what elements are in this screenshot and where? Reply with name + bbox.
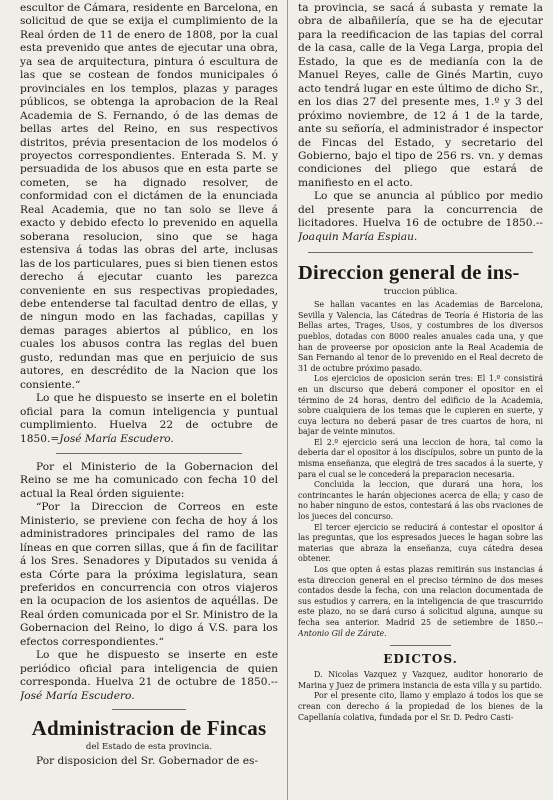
small-paragraph-1: Se hallan vacantes en las Academias de Barcelona, Sevilla y Valencia, las Cátedras de Teoría é Historia de las Bellas artes, Trages, Usos, y costumbres de los diversos pueblos, dotadas con 8000 reales anuales cada una, y que han de proveerse por oposicion ante la Real Academia de San Fernando al tenor de lo prevenido en el Real decreto de 31 de octubre próximo pasado. (298, 300, 543, 373)
small-paragraph-6-text: Los que opten á estas plazas remitirán sus instancias á esta direccion general en el preciso término de dos meses contados desde la fecha, con una relacion documentada de sus estudios y carrera, en la inteligencia de que trascurrido este plazo, no se dará curso á solicitud alguna, aunque su fecha sea anterior. Madrid 25 de setiembre de 1850.-- (298, 565, 543, 627)
right-paragraph-2-signature: Joaquin María Espiau. (298, 230, 418, 243)
edictos-heading: EDICTOS. (383, 652, 458, 667)
right-column (298, 2, 543, 800)
right-paragraph-1: ta provincia, se sacá á subasta y remate la obra de albañilería, que se ha de ejecutar para la reedificacion de las tapias del corral de la casa, calle de la Vega Larga, propia del Estado, la que es de medianía con la de Manuel Reyes, calle de Ginés Martin, cuyo acto tendrá lugar en este último de dicho Sr., en los dias 27 del presente mes, 1.º y 3 del próximo noviembre, de 12 á 1 de la tarde, ante su señoría, el administrador é inspector de Fincas del Estado, y secretario del Gobierno, bajo el tipo de 256 rs. vn. y demas condiciones del pliego que estará de manifiesto en el acto. (298, 2, 543, 189)
right-paragraph-2 (298, 190, 543, 244)
section-heading-fincas: Administracion de Fincas (31, 716, 267, 741)
section-subheading-fincas: del Estado de esta provincia. (85, 742, 213, 753)
instruccion-body (298, 300, 543, 639)
small-paragraph-5: El tercer ejercicio se reducirá á contestar el opositor á las preguntas, que los espresados jueces le hagan sobre las materias que abraza la enseñanza, cuya cátedra desea obtener. (298, 522, 543, 564)
divider (308, 252, 533, 253)
left-paragraph-1: escultor de Cámara, residente en Barcelona, en solicitud de que se exija el cumplimiento de la Real órden de 11 de enero de 1808, por la cual esta prevenido que antes de ejecutar una obra, ya sea de arquitectura, pintura ó escultura de las que se costean de fondos municipales ó provinciales en los templos, plazas y parages públicos, se obtenga la aprobacion de la Real Academia de S. Fernando, ó de las demas de bellas artes del Reino, en sus respectivos distritos, prévia presentacion de los modelos ó proyectos correspondientes. Enterada S. M. y persuadida de los abusos que en esta parte se cometen, se ha dignado resolver, de conformidad con el dictámen de la enunciada Real Academia, que no tan solo se lleve á exacto y debido efecto lo prevenido en aquella soberana resolucion, sino que se haga estensiva á todas las obras del arte, inclusas las de los particulares, pues si bien tienen estos derecho á ejecutar cuanto les parezca conveniente en sus respectivas propiedades, debe entenderse tal facultad dentro de ellas, y de ningun modo en las fachadas, capillas y demas parages abiertos al público, en los cuales los abusos contra las reglas del buen gusto, redundan mas que en perjuicio de sus autores, en descrédito de la Nacion que los consiente.“ (20, 2, 278, 391)
left-paragraph-5-text: Lo que he dispuesto se inserte en este periódico oficial para inteligencia de quien corresponda. Huelva 21 de octubre de 1850.-- (20, 649, 278, 689)
small-paragraph-7: D. Nicolas Vazquez y Vazquez, auditor honorario de Marina y Juez de primera instancia de esta villa y su partido. (298, 670, 543, 690)
section-heading-instruccion: Direccion general de ins- (298, 262, 520, 285)
left-paragraph-3: Por el Ministerio de la Gobernacion del Reino se me ha comunicado con fecha 10 del actual la Real órden siguiente: (20, 460, 278, 500)
left-paragraph-2 (20, 392, 278, 446)
left-paragraph-4: “Por la Direccion de Correos en este Ministerio, se previene con fecha de hoy á los administradores principales del ramo de las líneas en que corren sillas, que á fin de facilitar á los Sres. Senadores y Diputados su venida á esta Córte para la próxima legislatura, sean preferidos en concurrencia con otros viajeros en la ocupacion de los asientos de aquéllas. De Real órden comunicada por el Sr. Ministro de la Gobernacion del Reino, lo digo á V.S. para los efectos correspondientes.“ (20, 501, 278, 648)
divider (390, 645, 451, 646)
divider (56, 453, 242, 454)
edictos-body (298, 670, 543, 723)
small-paragraph-6 (298, 565, 543, 639)
column-divider (287, 0, 288, 800)
left-paragraph-5-signature: José María Escudero. (20, 689, 135, 702)
left-paragraph-6: Por disposicion del Sr. Gobernador de es- (36, 755, 259, 768)
left-paragraph-5 (20, 649, 278, 703)
right-paragraph-2-text: Lo que se anuncia al público por medio del presente para la concurrencia de licitadores. Huelva 16 de octubre de 1850.-- (298, 190, 543, 230)
small-paragraph-8: Por el presente cito, llamo y emplazo á todos los que se crean con derecho á la propiedad de los bienes de la Capellanía colativa, fundada por el Sr. D. Pedro Casti- (298, 691, 543, 722)
small-paragraph-4: Concluida la leccion, que durará una hora, los contrincantes le harán objeciones acerca de ella; y caso de no haber ninguno de estos, contestará á las obs rvaciones de los jueces del concurso. (298, 480, 543, 522)
left-column (20, 2, 278, 800)
section-subheading-instruccion: truccion pública. (383, 287, 458, 298)
small-paragraph-2: Los ejercicios de oposicion serán tres: El 1.º consistirá en un discurso que deberá componer el opositor en el término de 24 horas, dentro del edificio de la Academia, sobre cualquiera de los temas que le cupieren en suerte, y cuya lectura no deberá pasar de tres cuartos de hora, ni bajar de veinte minutos. (298, 374, 543, 437)
divider (112, 709, 186, 710)
small-paragraph-6-signature: Antonio Gil de Zárate. (298, 628, 387, 638)
left-paragraph-2-text: Lo que he dispuesto se inserte en el boletin oficial para la comun inteligencia y puntual cumplimiento. Huelva 22 de octubre de 1850.= (20, 392, 278, 445)
small-paragraph-3: El 2.º ejercicio será una leccion de hora, tal como la deberia dar el opositor á los discípulos, sobre un punto de la misma enseñanza, que elegirá de tres sacados á la suerte, y para el cual se le concederá la preparacion necesaria. (298, 437, 543, 479)
left-paragraph-2-signature: José María Escudero. (59, 432, 174, 445)
